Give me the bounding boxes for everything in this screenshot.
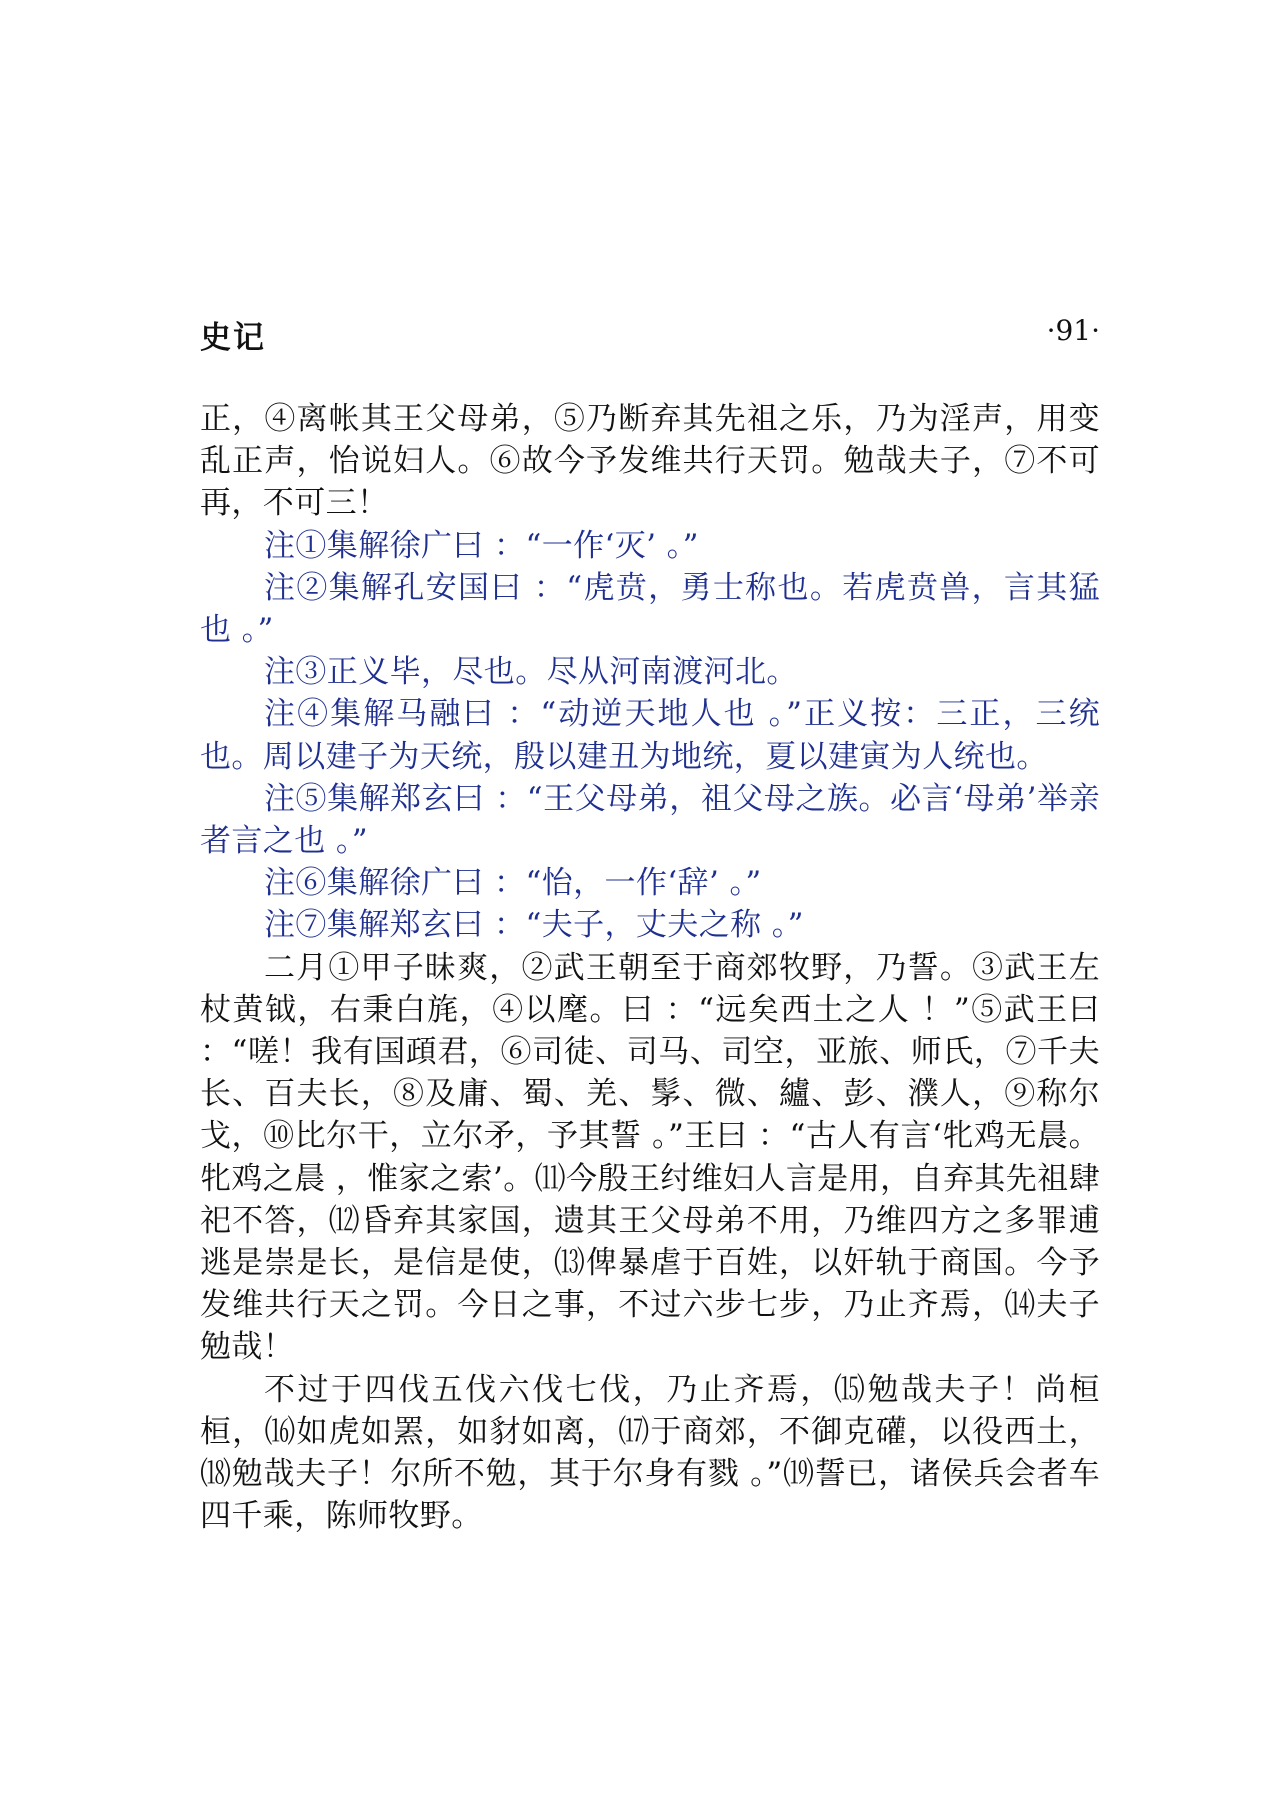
page-body [200, 398, 1100, 1537]
main-paragraph: 二月①甲子昧爽，②武王朝至于商郊牧野，乃誓。③武王左杖黄钺，右秉白旄，④以麾。曰 ：“远矣西土之人 ！”⑤武王曰 ：“嗟！我有国頙君，⑥司徒、司马、司空，亚旅、师氏，⑦千夫长、百夫长，⑧及庸、蜀、羌、髳、微、纑、彭、濮人，⑨称尔戈，⑩比尔干，立尔矛，予其誓 。”王曰 ：“古人有言‘牝鸡无晨。牝鸡之晨 ，惟家之索’。⑾今殷王纣维妇人言是用，自弃其先祖肆祀不答，⑿昏弃其家国，遗其王父母弟不用，乃维四方之多罪逋逃是崇是长，是信是使，⒀俾暴虐于百姓，以奸轨于商国。今予发维共行天之罚。今日之事，不过六步七步，乃止齐焉，⒁夫子勉哉！ [200, 949, 1100, 1366]
annotation-note: 注⑥集解徐广曰 ：“怡，一作‘辞’ 。” [264, 865, 762, 902]
annotation-note: 注⑦集解郑玄曰 ：“夫子，丈夫之称 。” [264, 907, 804, 944]
page-number: ·91· [1046, 314, 1100, 347]
annotation-note: 注④集解马融曰 ：“动逆天地人也 。”正义按：三正，三统也。周以建子为天统，殷以建丑为地统，夏以建寅为人统也。 [200, 696, 1100, 775]
annotation-note: 注③正义毕，尽也。尽从河南渡河北。 [264, 654, 798, 691]
annotation-note: 注⑤集解郑玄曰 ：“王父母弟，祖父母之族。必言‘母弟’举亲者言之也 。” [200, 780, 1100, 860]
annotation-note: 注①集解徐广曰 ：“一作‘灭’ 。” [264, 527, 699, 564]
main-paragraph: 不过于四伐五伐六伐七伐，乃止齐焉，⒂勉哉夫子！尚桓桓，⒃如虎如罴，如豺如离，⒄于商郊，不御克礶，以役西土，⒅勉哉夫子！尔所不勉，其于尔身有戮 。”⒆誓已，诸侯兵会者车四千乘，陈师牧野。 [200, 1371, 1100, 1535]
page-header [200, 312, 1100, 362]
annotation-note: 注②集解孔安国曰 ：“虎贲，勇士称也。若虎贲兽，言其猛也 。” [200, 569, 1100, 649]
main-paragraph: 正，④离帐其王父母弟，⑤乃断弃其先祖之乐，乃为淫声，用变乱正声，怡说妇人。⑥故今予发维共行天罚。勉哉夫子，⑦不可再，不可三！ [200, 401, 1100, 522]
document-page [200, 0, 1100, 1795]
running-title: 史记 [200, 320, 266, 356]
